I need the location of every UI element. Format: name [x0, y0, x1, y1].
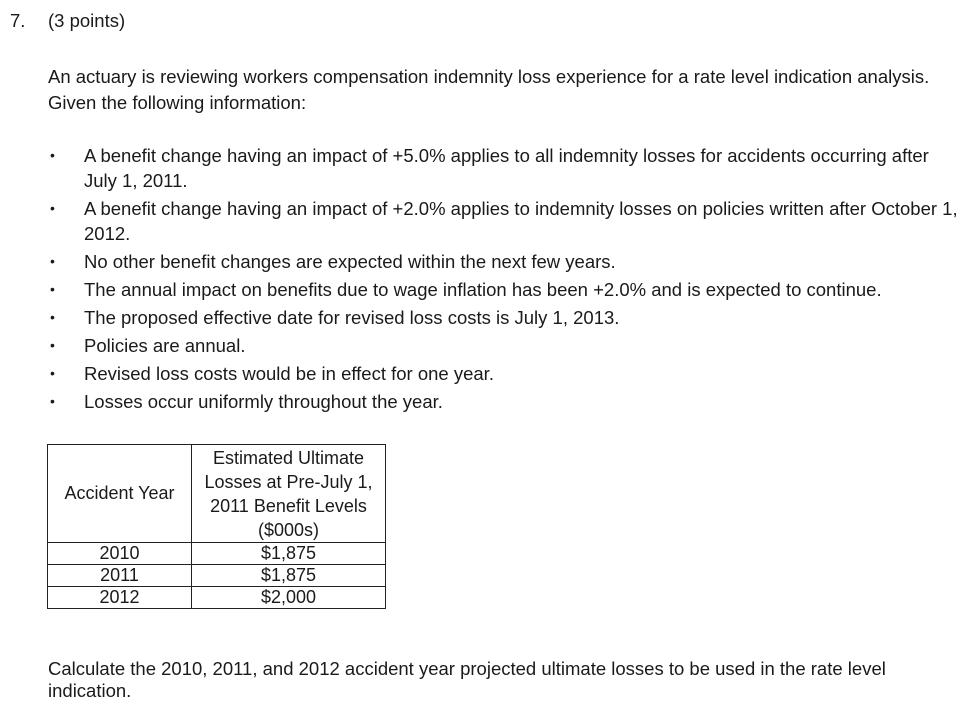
- column-header-accident-year: Accident Year: [48, 445, 192, 543]
- list-item: [48, 389, 958, 414]
- cell-accident-year: 2012: [48, 587, 192, 609]
- question-number: 7.: [10, 10, 26, 31]
- table-header-row: [48, 445, 386, 543]
- bullet-icon: •: [50, 309, 55, 325]
- given-information-list: [48, 143, 958, 417]
- cell-ultimate-losses: $2,000: [192, 587, 386, 609]
- list-item: [48, 277, 958, 302]
- list-item: [48, 143, 958, 193]
- question-intro: An actuary is reviewing workers compensation indemnity loss experience for a rate level indication analysis. Given the following information:: [48, 66, 930, 113]
- list-item: [48, 305, 958, 330]
- loss-table: [47, 444, 386, 609]
- list-item-text: No other benefit changes are expected within the next few years.: [84, 251, 616, 272]
- column-header-ultimate-losses: Estimated Ultimate Losses at Pre-July 1, 2011 Benefit Levels ($000s): [192, 445, 386, 543]
- list-item-text: Losses occur uniformly throughout the year.: [84, 391, 443, 412]
- bullet-icon: •: [50, 393, 55, 409]
- table-row: [48, 543, 386, 565]
- list-item-text: The proposed effective date for revised loss costs is July 1, 2013.: [84, 307, 620, 328]
- bullet-icon: •: [50, 147, 55, 163]
- cell-accident-year: 2011: [48, 565, 192, 587]
- question-points: (3 points): [48, 10, 126, 31]
- list-item: [48, 333, 958, 358]
- list-item: [48, 361, 958, 386]
- list-item-text: Revised loss costs would be in effect for one year.: [84, 363, 494, 384]
- bullet-icon: •: [50, 337, 55, 353]
- cell-ultimate-losses: $1,875: [192, 565, 386, 587]
- list-item: [48, 249, 958, 274]
- list-item-text: The annual impact on benefits due to wage inflation has been +2.0% and is expected to continue.: [84, 279, 882, 300]
- cell-ultimate-losses: $1,875: [192, 543, 386, 565]
- list-item: [48, 196, 958, 246]
- table-row: [48, 587, 386, 609]
- list-item-text: A benefit change having an impact of +5.0% applies to all indemnity losses for accidents occurring after July 1, 2011.: [84, 145, 929, 191]
- cell-accident-year: 2010: [48, 543, 192, 565]
- list-item-text: A benefit change having an impact of +2.0% applies to indemnity losses on policies written after October 1, 2012.: [84, 198, 958, 244]
- question-prompt: Calculate the 2010, 2011, and 2012 accident year projected ultimate losses to be used in the rate level indication.: [48, 658, 886, 701]
- list-item-text: Policies are annual.: [84, 335, 246, 356]
- bullet-icon: •: [50, 253, 55, 269]
- bullet-icon: •: [50, 281, 55, 297]
- table-row: [48, 565, 386, 587]
- bullet-icon: •: [50, 365, 55, 381]
- bullet-icon: •: [50, 200, 55, 216]
